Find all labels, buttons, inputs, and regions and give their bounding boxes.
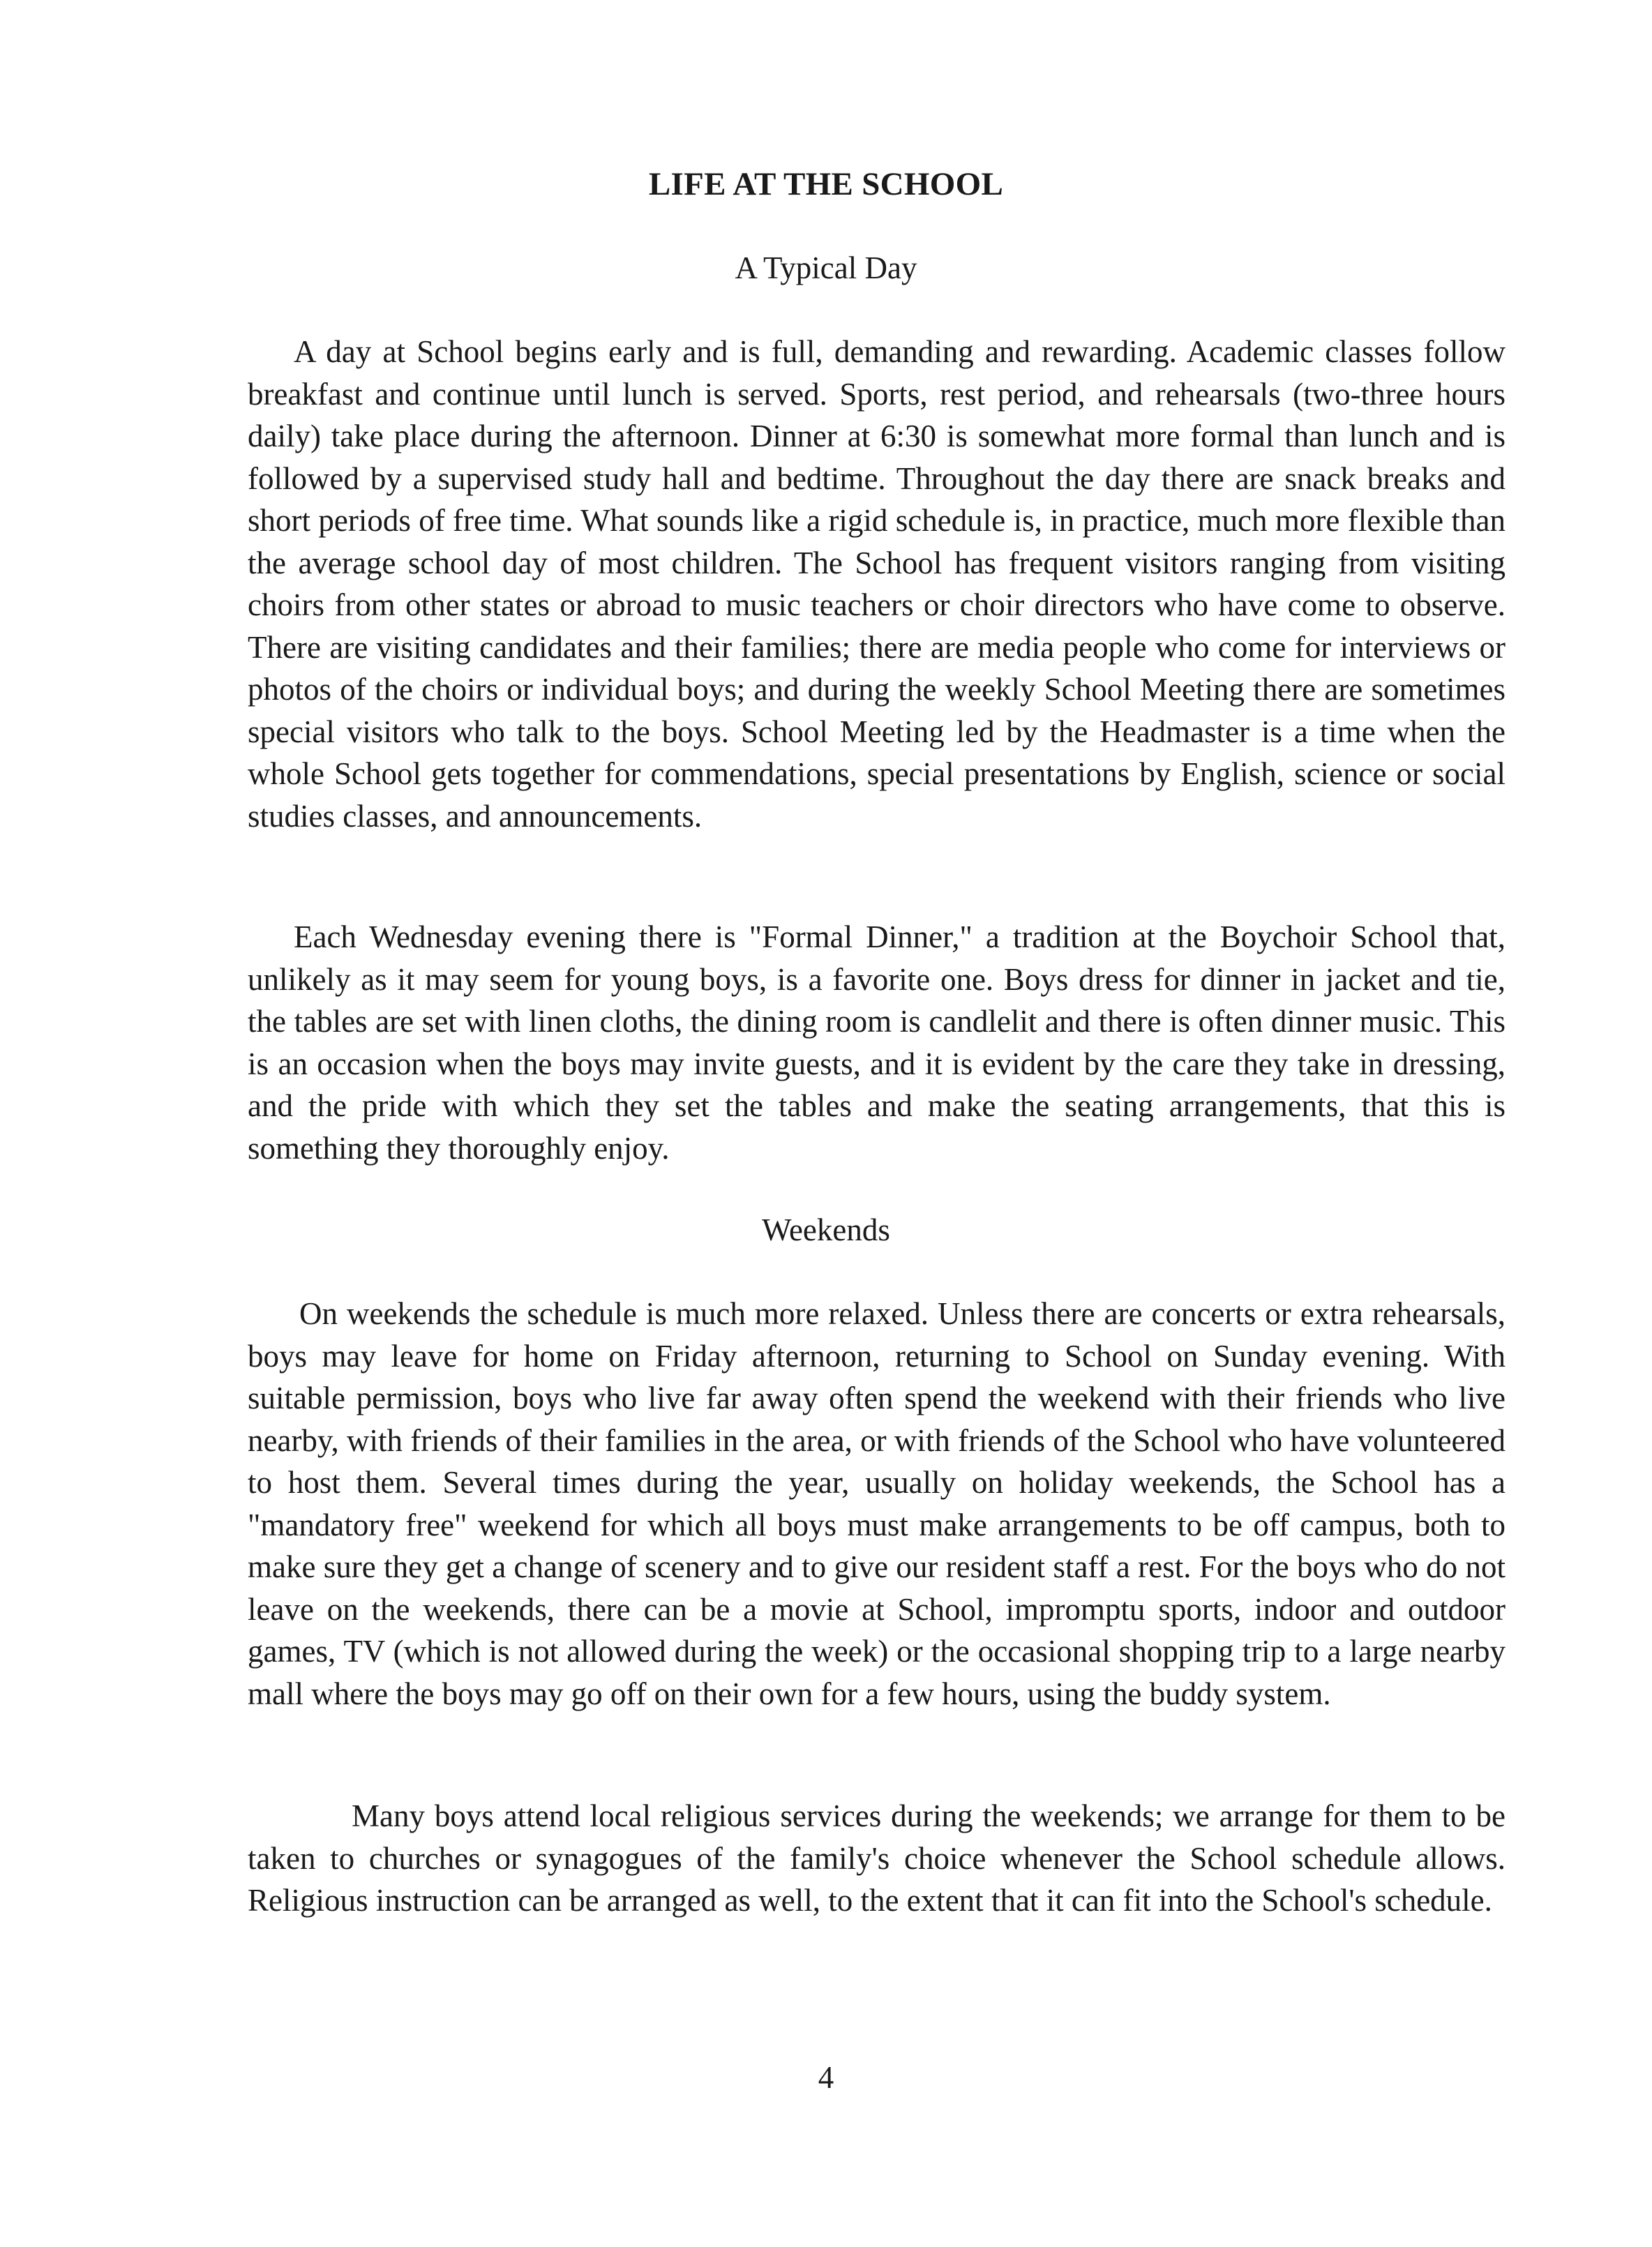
page-title: LIFE AT THE SCHOOL	[648, 166, 1004, 202]
paragraph-religious-services: Many boys attend local religious services during the weekends; we arrange for them to be taken to churches or synagogues of the family's choice whenever the School schedule allows. Religious instruction can be arranged as well, to the extent that it can fit into the School's schedule.	[248, 1798, 1505, 1918]
section-heading-typical-day: A Typical Day	[735, 250, 917, 285]
paragraph-weekends: On weekends the schedule is much more relaxed. Unless there are concerts or extra rehearsals, boys may leave for home on Friday afternoon, returning to School on Sunday evening. With suitable permission, boys who live far away often spend the weekend with their friends who live nearby, with friends of their families in the area, or with friends of the School who have volunteered to host them. Several times during the year, usually on holiday weekends, the School has a "mandatory free" weekend for which all boys must make arrangements to be off campus, both to make sure they get a change of scenery and to give our resident staff a rest. For the boys who do not leave on the weekends, there can be a movie at School, impromptu sports, indoor and outdoor games, TV (which is not allowed during the week) or the occasional shopping trip to a large nearby mall where the boys may go off on their own for a few hours, using the buddy system.	[248, 1296, 1505, 1711]
paragraph-formal-dinner: Each Wednesday evening there is "Formal Dinner," a tradition at the Boychoir School that, unlikely as it may seem for young boys, is a favorite one. Boys dress for dinner in jacket and tie, the tables are set with linen cloths, the dining room is candlelit and there is often dinner music. This is an occasion when the boys may invite guests, and it is evident by the care they take in dressing, and the pride with which they set the tables and make the seating arrangements, that this is something they thoroughly enjoy.	[248, 919, 1505, 1166]
section-heading-weekends: Weekends	[762, 1212, 890, 1247]
page-number: 4	[818, 2060, 834, 2095]
paragraph-typical-day: A day at School begins early and is full, demanding and rewarding. Academic classes follow breakfast and continue until lunch is served. Sports, rest period, and rehearsals (two-three hours daily) take place during the afternoon. Dinner at 6:30 is somewhat more formal than lunch and is followed by a supervised study hall and bedtime. Throughout the day there are snack breaks and short periods of free time. What sounds like a rigid schedule is, in practice, much more flexible than the average school day of most children. The School has frequent visitors ranging from visiting choirs from other states or abroad to music teachers or choir directors who have come to observe. There are visiting candidates and their families; there are media people who come for interviews or photos of the choirs or individual boys; and during the weekly School Meeting there are sometimes special visitors who talk to the boys. School Meeting led by the Headmaster is a time when the whole School gets together for commendations, special presentations by English, science or social studies classes, and announcements.	[248, 334, 1505, 834]
